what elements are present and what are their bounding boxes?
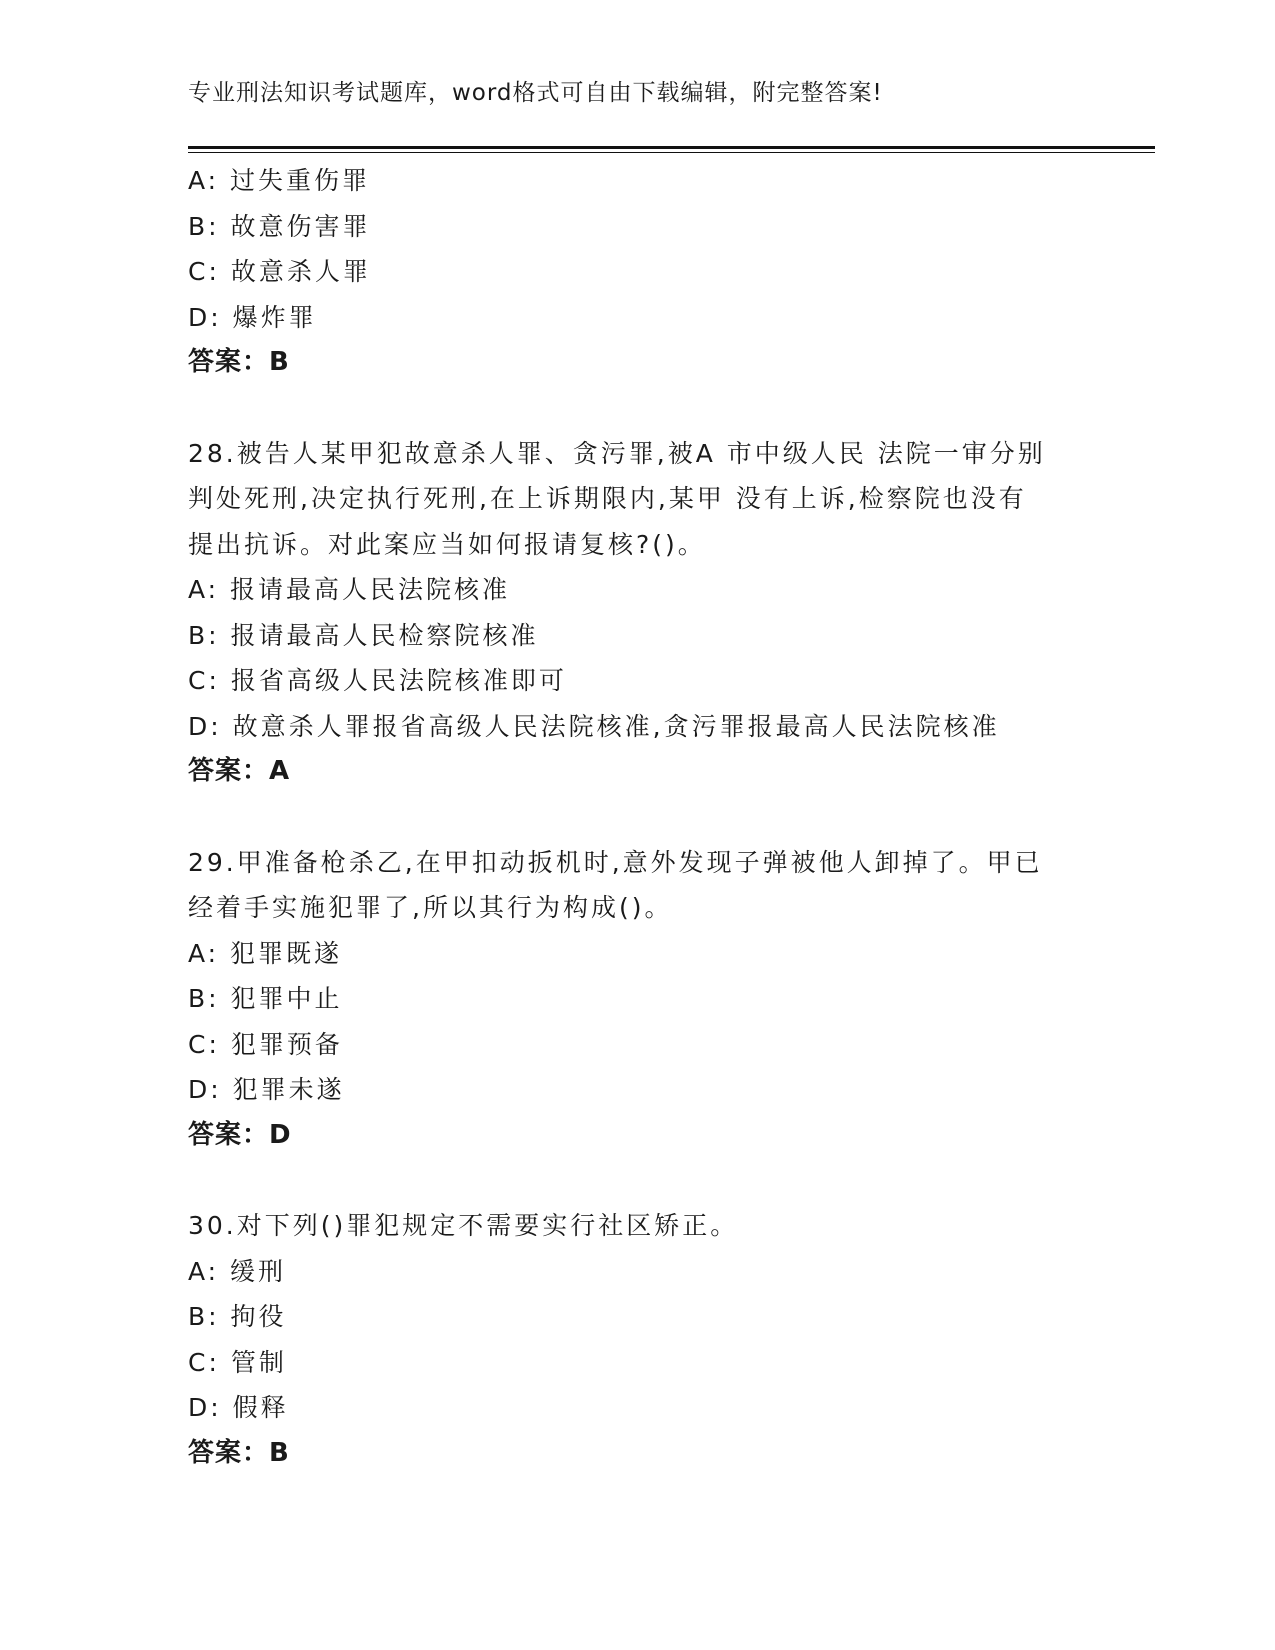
question-29 xyxy=(188,840,1148,1159)
option-c: C: 犯罪预备 xyxy=(188,1029,343,1059)
option-d: D: 爆炸罪 xyxy=(188,302,317,332)
answer-line: 答案：B xyxy=(188,1437,290,1468)
option-d: D: 犯罪未遂 xyxy=(188,1075,345,1104)
question-28 xyxy=(188,431,1148,795)
option-a: A: 缓刑 xyxy=(188,1256,287,1286)
header-divider-thick xyxy=(188,146,1155,149)
option-c: C: 报省高级人民法院核准即可 xyxy=(188,666,567,695)
question-stem-line: 经着手实施犯罪了,所以其行为构成()。 xyxy=(188,893,673,922)
option-b: B: 犯罪中止 xyxy=(188,984,343,1013)
answer-line: 答案：D xyxy=(188,1119,292,1150)
document-body xyxy=(188,158,1148,1476)
option-d: D: 假释 xyxy=(188,1393,289,1422)
option-a: A: 过失重伤罪 xyxy=(188,166,371,195)
question-stem-line: 判处死刑,决定执行死刑,在上诉期限内,某甲 没有上诉,检察院也没有 xyxy=(188,484,1027,513)
answer-line: 答案：A xyxy=(188,756,291,786)
question-stem-line: 28.被告人某甲犯故意杀人罪、贪污罪,被A 市中级人民 法院一审分别 xyxy=(188,438,1046,468)
option-b: B: 拘役 xyxy=(188,1302,287,1331)
header-divider-thin xyxy=(188,152,1155,153)
question-30 xyxy=(188,1203,1148,1476)
document-header: 专业刑法知识考试题库，word格式可自由下载编辑，附完整答案! xyxy=(188,80,883,106)
option-b: B: 报请最高人民检察院核准 xyxy=(188,620,539,650)
option-b: B: 故意伤害罪 xyxy=(188,211,371,241)
option-d: D: 故意杀人罪报省高级人民法院核准,贪污罪报最高人民法院核准 xyxy=(188,711,1000,741)
option-c: C: 故意杀人罪 xyxy=(188,257,371,286)
option-a: A: 犯罪既遂 xyxy=(188,938,343,968)
option-c: C: 管制 xyxy=(188,1347,287,1377)
question-stem-line: 29.甲准备枪杀乙,在甲扣动扳机时,意外发现子弹被他人卸掉了。甲已 xyxy=(188,847,1043,877)
continued-question xyxy=(188,158,1148,386)
question-stem-line: 提出抗诉。对此案应当如何报请复核?()。 xyxy=(188,529,706,559)
option-a: A: 报请最高人民法院核准 xyxy=(188,575,511,604)
question-stem-line: 30.对下列()罪犯规定不需要实行社区矫正。 xyxy=(188,1211,739,1240)
answer-line: 答案：B xyxy=(188,347,290,377)
